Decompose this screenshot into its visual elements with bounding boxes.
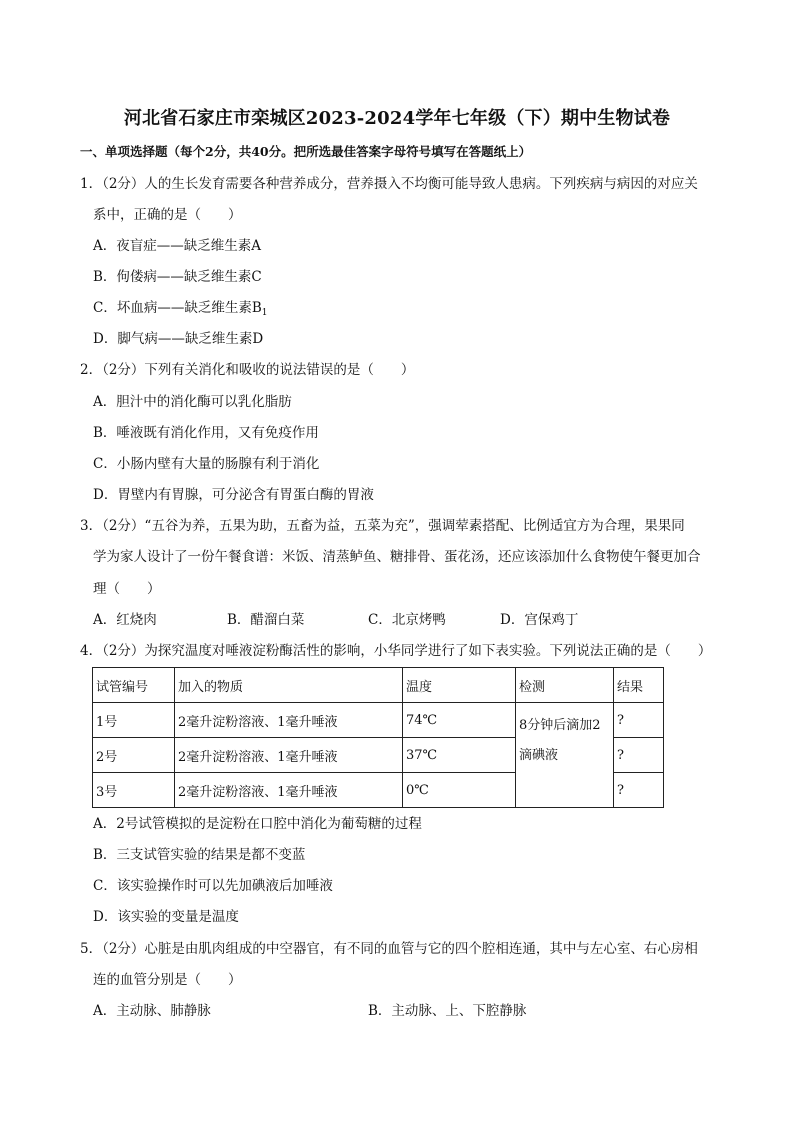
question-3-stem-cont2: 理（ ）: [93, 581, 161, 597]
header-cell: 加入的物质: [175, 668, 403, 703]
header-cell: 试管编号: [93, 668, 175, 703]
table-cell: 3号: [93, 773, 175, 808]
table-cell: 1号: [93, 703, 175, 738]
question-4-option-c: C．该实验操作时可以先加碘液后加唾液: [93, 878, 333, 894]
table-cell: 2毫升淀粉溶液、1毫升唾液: [175, 703, 403, 738]
question-3-options: [93, 611, 733, 629]
question-1-stem-cont: 系中，正确的是（ ）: [93, 207, 242, 223]
question-5-options: [93, 1002, 733, 1020]
question-5-stem-cont: 连的血管分别是（ ）: [93, 972, 242, 988]
table-cell: 0℃: [403, 773, 516, 808]
question-3-stem: 3．（2分）“五谷为养，五果为助，五畜为益，五菜为充”，强调荤素搭配、比例适宜方为合理，果果同: [80, 518, 685, 534]
question-3-option-b: B．醋溜白菜: [227, 612, 305, 628]
table-cell: 37℃: [403, 738, 516, 773]
question-1-option-a: A．夜盲症——缺乏维生素A: [93, 238, 261, 254]
question-1-option-c: [93, 299, 267, 322]
question-4-option-d: D．该实验的变量是温度: [93, 909, 239, 925]
subscript: 1: [261, 308, 268, 318]
question-5-option-b: B．主动脉、上、下腔静脉: [368, 1003, 527, 1019]
question-1-stem: 1．（2分）人的生长发育需要各种营养成分，营养摄入不均衡可能导致人患病。下列疾病与病因的对应关: [80, 176, 698, 192]
question-4-option-b: B．三支试管实验的结果是都不变蓝: [93, 847, 306, 863]
question-4-option-a: A．2号试管模拟的是淀粉在口腔中消化为葡萄糖的过程: [93, 816, 422, 832]
question-3-option-a: A．红烧肉: [93, 612, 157, 628]
question-5-stem: 5．（2分）心脏是由肌肉组成的中空器官，有不同的血管与它的四个腔相连通，其中与左心室、右心房相: [80, 941, 698, 957]
section-heading: 一、单项选择题（每个2分，共40分。把所选最佳答案字母符号填写在答题纸上）: [80, 144, 532, 159]
header-cell: 温度: [403, 668, 516, 703]
table-cell: ?: [614, 738, 664, 773]
question-1-option-d: D．脚气病——缺乏维生素D: [93, 331, 264, 347]
table-row: [93, 703, 664, 738]
question-2-option-a: A．胆汁中的消化酶可以乳化脂肪: [93, 394, 292, 410]
question-4-stem: 4．（2分）为探究温度对唾液淀粉酶活性的影响，小华同学进行了如下表实验。下列说法正确的是（ ）: [80, 643, 712, 659]
table-cell: ?: [614, 773, 664, 808]
table-header-row: [93, 668, 664, 703]
question-3-option-c: C．北京烤鸭: [368, 612, 446, 628]
table-cell: 2毫升淀粉溶液、1毫升唾液: [175, 738, 403, 773]
table-cell: 2毫升淀粉溶液、1毫升唾液: [175, 773, 403, 808]
question-2-option-c: C．小肠内壁有大量的肠腺有利于消化: [93, 456, 320, 472]
table-cell: 2号: [93, 738, 175, 773]
detection-cell: 8分钟后滴加2滴碘液: [516, 703, 614, 808]
table-cell: 74℃: [403, 703, 516, 738]
exam-title: 河北省石家庄市栾城区2023-2024学年七年级（下）期中生物试卷: [123, 108, 671, 129]
question-3-option-d: D．宫保鸡丁: [500, 612, 579, 628]
question-3-stem-cont: 学为家人设计了一份午餐食谱：米饭、清蒸鲈鱼、糖排骨、蛋花汤，还应该添加什么食物使午餐更加合: [93, 549, 701, 565]
experiment-table: [92, 667, 664, 808]
table-cell: ?: [614, 703, 664, 738]
question-2-option-d: D．胃壁内有胃腺，可分泌含有胃蛋白酶的胃液: [93, 487, 374, 503]
question-2-stem: 2．（2分）下列有关消化和吸收的说法错误的是（ ）: [80, 362, 415, 378]
header-cell: 结果: [614, 668, 664, 703]
question-1-option-b: B．佝偻病——缺乏维生素C: [93, 269, 262, 285]
question-5-option-a: A．主动脉、肺静脉: [93, 1003, 211, 1019]
option-c-text: C．坏血病——缺乏维生素B: [93, 300, 262, 316]
header-cell: 检测: [516, 668, 614, 703]
question-2-option-b: B．唾液既有消化作用，又有免疫作用: [93, 425, 319, 441]
